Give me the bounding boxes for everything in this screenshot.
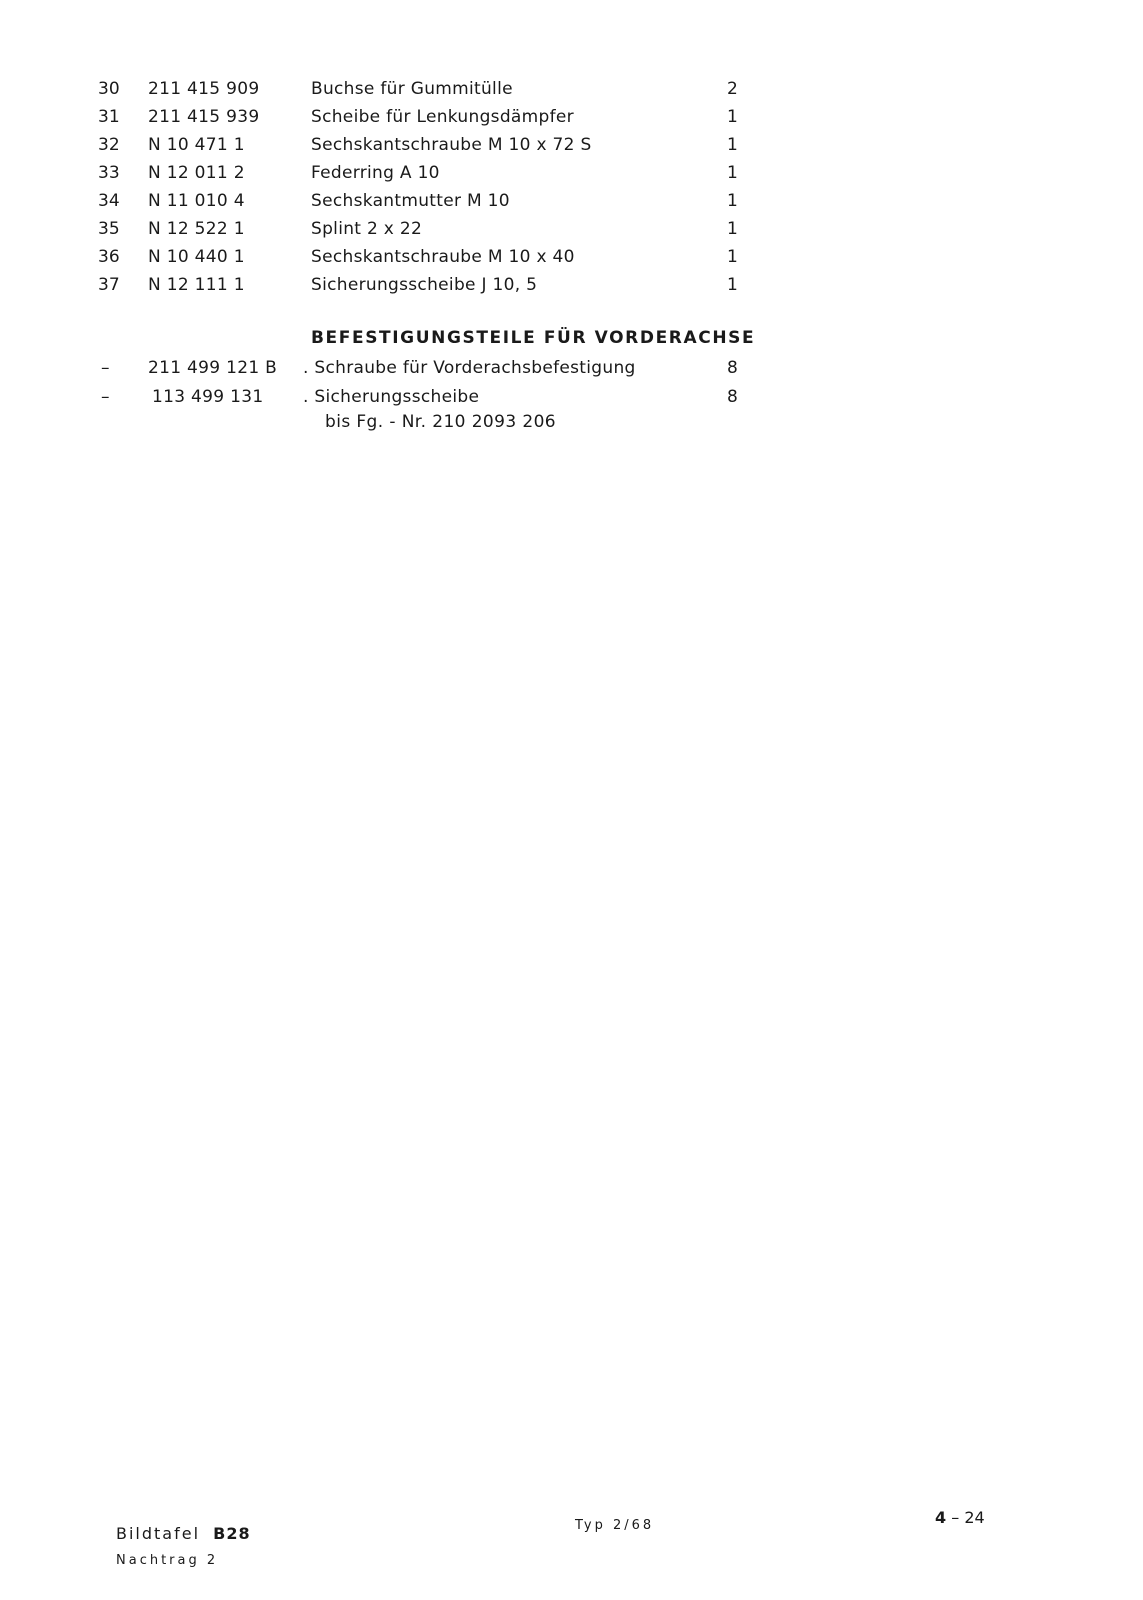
quantity: 1: [727, 247, 738, 267]
part-number: N 10 440 1: [148, 247, 245, 267]
position-number: 34: [98, 191, 120, 211]
quantity: 1: [727, 219, 738, 239]
position-number: 31: [98, 107, 120, 127]
position-number: 37: [98, 275, 120, 295]
quantity: 1: [727, 163, 738, 183]
part-description: Sicherungsscheibe J 10, 5: [311, 275, 538, 295]
table-row: [0, 216, 1143, 242]
part-description: Splint 2 x 22: [311, 219, 423, 239]
part-description: Buchse für Gummitülle: [311, 79, 513, 99]
part-number: 211 499 121 B: [148, 358, 278, 378]
table-row: [0, 104, 1143, 130]
part-number: N 10 471 1: [148, 135, 245, 155]
part-description: . Sicherungsscheibe: [303, 387, 480, 407]
table-row: [0, 355, 1143, 381]
part-description: Sechskantmutter M 10: [311, 191, 510, 211]
part-number: N 12 011 2: [148, 163, 245, 183]
table-row: [0, 272, 1143, 298]
table-row: [0, 160, 1143, 186]
part-number: N 12 111 1: [148, 275, 245, 295]
part-number: 211 415 909: [148, 79, 260, 99]
validity-note: bis Fg. - Nr. 210 2093 206: [325, 412, 557, 432]
table-row: [0, 244, 1143, 270]
quantity: 1: [727, 107, 738, 127]
part-description: Sechskantschraube M 10 x 40: [311, 247, 575, 267]
part-number: N 11 010 4: [148, 191, 245, 211]
position-number: 36: [98, 247, 120, 267]
section-heading: BEFESTIGUNGSTEILE FÜR VORDERACHSE: [311, 328, 756, 348]
part-description: . Schraube für Vorderachsbefestigung: [303, 358, 636, 378]
table-row: [0, 76, 1143, 102]
quantity: 2: [727, 79, 738, 99]
position-number: 35: [98, 219, 120, 239]
quantity: 1: [727, 191, 738, 211]
quantity: 1: [727, 135, 738, 155]
table-row: [0, 132, 1143, 158]
position-number: –: [101, 387, 110, 407]
part-number: 113 499 131: [152, 387, 264, 407]
part-description: Federring A 10: [311, 163, 440, 183]
part-description: Scheibe für Lenkungsdämpfer: [311, 107, 574, 127]
quantity: 8: [727, 387, 738, 407]
quantity: 1: [727, 275, 738, 295]
position-number: 30: [98, 79, 120, 99]
part-number: 211 415 939: [148, 107, 260, 127]
page-number: [935, 1508, 985, 1527]
table-row: [0, 188, 1143, 214]
part-number: N 12 522 1: [148, 219, 245, 239]
part-description: Sechskantschraube M 10 x 72 S: [311, 135, 592, 155]
position-number: –: [101, 358, 110, 378]
page-number-rest: – 24: [951, 1508, 985, 1527]
plate-label: Bildtafel: [116, 1524, 201, 1543]
quantity: 8: [727, 358, 738, 378]
supplement-label: Nachtrag 2: [116, 1553, 219, 1568]
page-number-section: 4: [935, 1508, 947, 1527]
position-number: 33: [98, 163, 120, 183]
table-row: [0, 384, 1143, 410]
plate-reference: [116, 1524, 251, 1543]
plate-id: B28: [213, 1524, 251, 1543]
position-number: 32: [98, 135, 120, 155]
type-label: Typ 2/68: [575, 1518, 655, 1533]
